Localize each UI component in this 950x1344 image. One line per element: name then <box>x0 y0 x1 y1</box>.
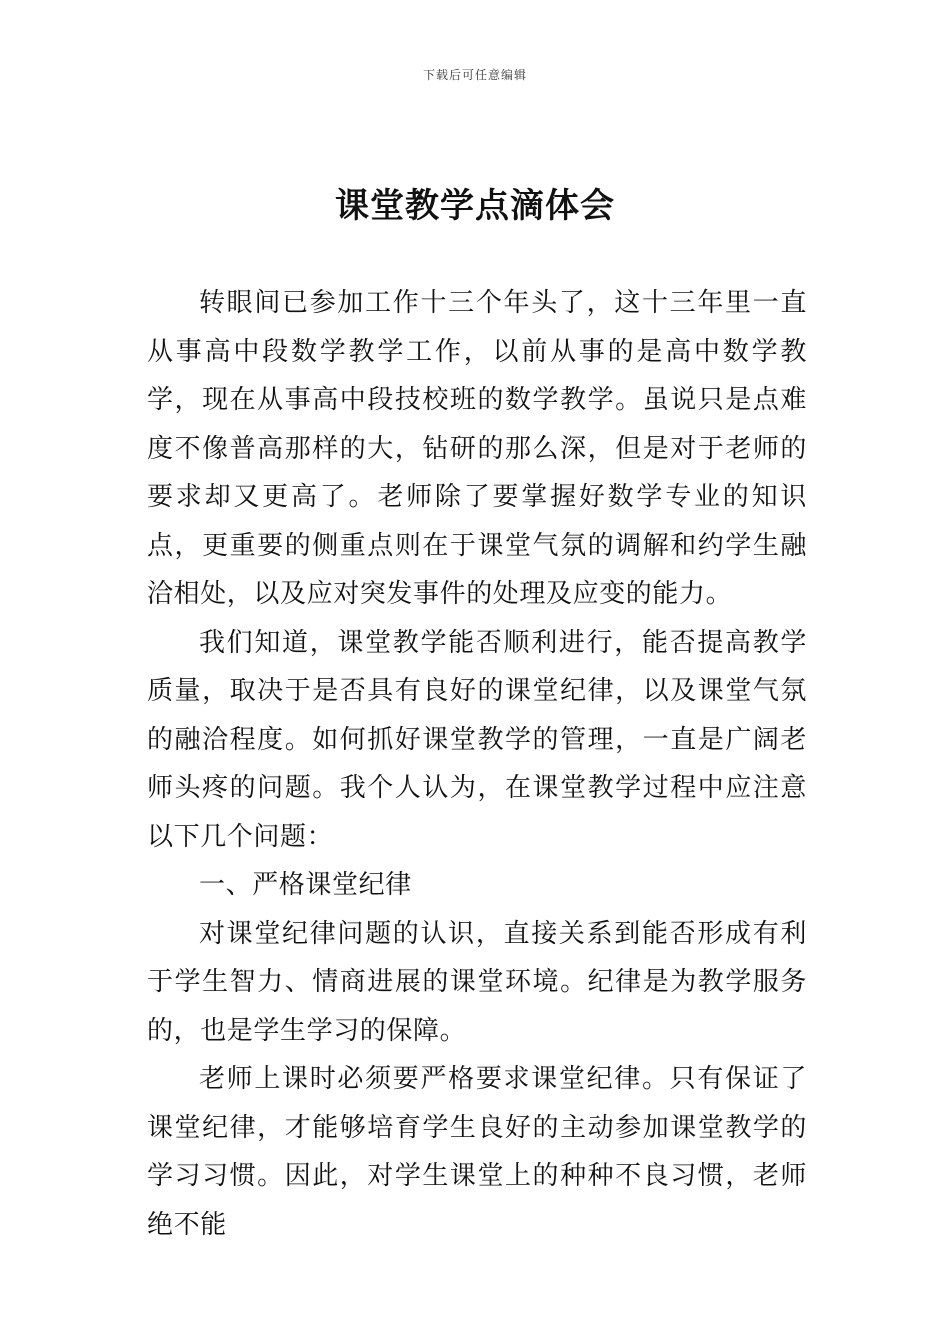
paragraph-classroom-quality: 我们知道，课堂教学能否顺利进行，能否提高教学质量，取决于是否具有良好的课堂纪律，以及课堂气氛的融洽程度。如何抓好课堂教学的管理，一直是广阔老师头疼的问题。我个人认为，在课堂教学过程中应注意以下几个问题： <box>147 627 807 852</box>
paragraph-intro: 转眼间已参加工作十三个年头了，这十三年里一直从事高中段数学教学工作，以前从事的是高中数学教学，现在从事高中段技校班的数学教学。虽说只是点难度不像普高那样的大，钻研的那么深，但是对于老师的要求却又更高了。老师除了要掌握好数学专业的知识点，更重要的侧重点则在于课堂气氛的调解和约学生融洽相处，以及应对突发事件的处理及应变的能力。 <box>147 288 807 609</box>
paragraph-discipline-requirements: 老师上课时必须要严格要求课堂纪律。只有保证了课堂纪律，才能够培育学生良好的主动参加课堂教学的学习习惯。因此，对学生课堂上的种种不良习惯，老师绝不能 <box>147 1064 807 1240</box>
document-body <box>147 279 807 1249</box>
paragraph-discipline-understanding: 对课堂纪律问题的认识，直接关系到能否形成有利于学生智力、情商进展的课堂环境。纪律是为教学服务的，也是学生学习的保障。 <box>147 918 807 1046</box>
header-note: 下载后可任意编辑 <box>422 68 527 82</box>
section-heading-discipline: 一、严格课堂纪律 <box>199 870 412 900</box>
document-title: 课堂教学点滴体会 <box>335 186 615 226</box>
